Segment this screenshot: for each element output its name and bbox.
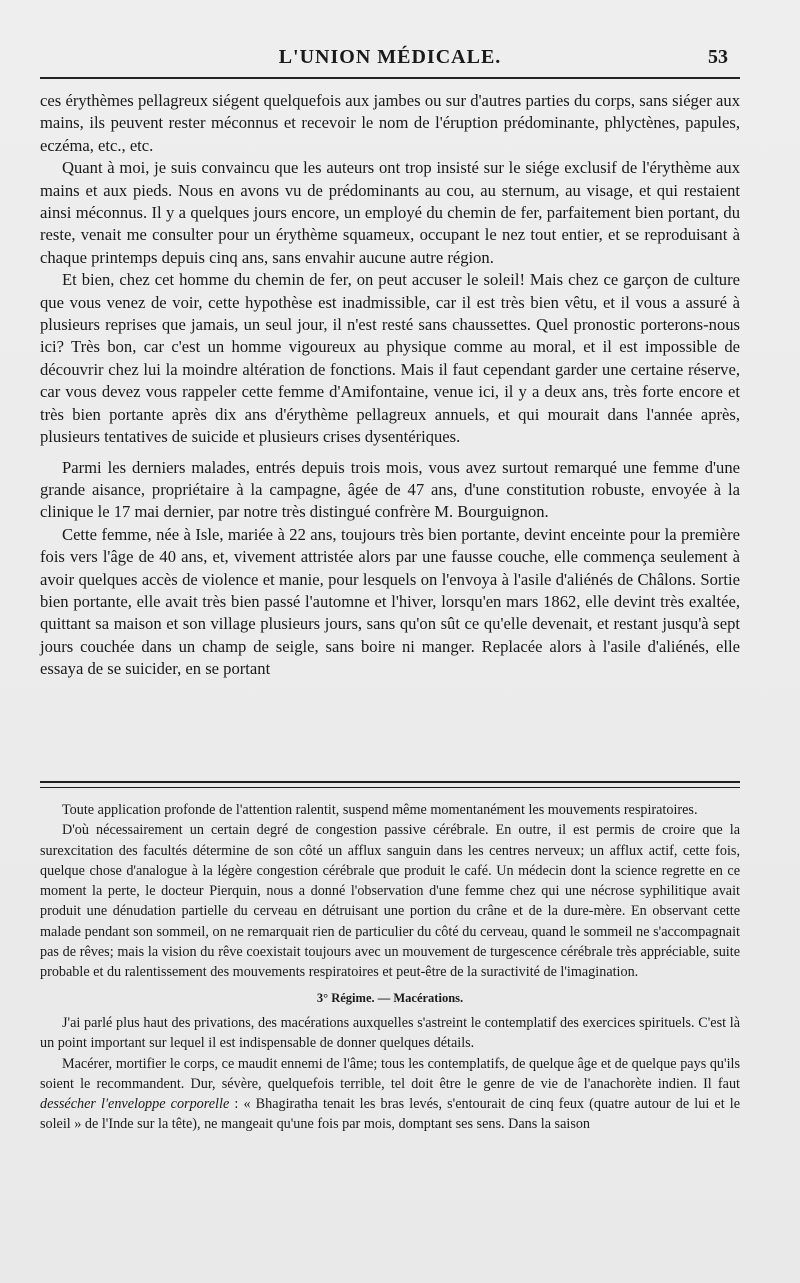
main-text [40, 90, 740, 681]
note-paragraph [40, 1054, 740, 1135]
paragraph: ces érythèmes pellagreux siégent quelquefois aux jambes ou sur d'autres parties du corps, sans siéger aux mains, ils peuvent rester méconnus et recevoir le nom de l'éruption prédominante, phlyctènes, papules, eczéma, etc., etc. [40, 91, 740, 155]
italic-phrase: dessécher l'enveloppe corporelle [40, 1096, 230, 1113]
section-subheading: 3° Régime. — Macérations. [316, 990, 464, 1005]
note-paragraph: J'ai parlé plus haut des privations, des macérations auxquelles s'astreint le contemplatif des exercices spirituels. C'est là un point important sur lequel il est indispensable de donner quelques détails. [40, 1014, 740, 1052]
feuilleton-text [40, 800, 740, 1135]
journal-title: L'UNION MÉDICALE. [278, 46, 502, 68]
header-rule [40, 77, 740, 79]
note-paragraph: Toute application profonde de l'attention ralentit, suspend même momentanément les mouvements respiratoires. [62, 802, 698, 818]
text-run: Macérer, mortifier le corps, ce maudit ennemi de l'âme; tous les contemplatifs, de quelque âge et de quelque pays qu'ils soient le recommandent. Dur, sévère, quelquefois terrible, tel doit être le genre de vie de l'anachorète indien. Il faut [40, 1055, 740, 1092]
feuilleton-rule [40, 781, 740, 783]
paragraph: Et bien, chez cet homme du chemin de fer, on peut accuser le soleil! Mais chez ce garçon de culture que vous venez de voir, cette hypothèse est inadmissible, car il est très bien vêtu, et il vous a assuré à plusieurs reprises que jamais, un seul jour, il n'est resté sans chaussettes. Quel pronostic porterons-nous ici? Très bon, car c'est un homme vigoureux au physique comme au moral, et il est impossible de découvrir chez lui la moindre altération de fonctions. Mais il faut cependant garder une certaine réserve, car vous devez vous rappeler cette femme d'Amifontaine, venue ici, il y a deux ans, très forte encore et très bien portante après dix ans d'érythème pellagreux annuels, et qui mourait dans l'année après, plusieurs tentatives de suicide et plusieurs crises dysentériques. [40, 270, 740, 447]
text-run: : « Bhagiratha tenait les bras levés, s'entourait de cinq feux (quatre autour de lui et le soleil » de l'Inde sur la tête), ne mangeait qu'une fois par mois, domptant ses sens. Dans la saison [40, 1096, 741, 1133]
paragraph: Quant à moi, je suis convaincu que les auteurs ont trop insisté sur le siége exclusif de l'érythème aux mains et aux pieds. Nous en avons vu de prédominants au cou, au sternum, au visage, et qui restaient ainsi méconnus. Il y a quelques jours encore, un employé du chemin de fer, parfaitement bien portant, du reste, venait me consulter pour un érythème squameux, occupant le nez tout entier, et se reproduisant à chaque printemps depuis cinq ans, sans envahir aucune autre région. [40, 158, 740, 267]
page-number: 53 [708, 46, 728, 68]
paragraph: Cette femme, née à Isle, mariée à 22 ans, toujours très bien portante, devint enceinte pour la première fois vers l'âge de 40 ans, et, vivement attristée alors par une fausse couche, elle commença seulement à avoir quelques accès de violence et manie, pour lesquels on l'envoya à l'asile d'aliénés de Châlons. Sortie bien portante, elle avait très bien passé l'automne et l'hiver, lorsqu'en mars 1862, elle devint très exaltée, quittant sa maison et son village plusieurs jours, sans qu'on sût ce qu'elle devenait, et restant jusqu'à sept jours couchée dans un champ de seigle, sans boire ni manger. Replacée alors à l'asile d'aliénés, elle essaya de se suicider, en se portant [40, 524, 740, 679]
note-paragraph: D'où nécessairement un certain degré de congestion passive cérébrale. En outre, il est permis de croire que la surexcitation des facultés détermine de son côté un afflux sanguin dans les centres nerveux; un afflux actif, cette fois, quelque chose d'analogue à la légère congestion cérébrale que produit le café. Un médecin dont la science regrette en ce moment la perte, le docteur Pierquin, nous a donné l'observation d'une femme chez qui une nécrose syphilitique avait produit une dénudation partielle du cerveau en détruisant une portion du crâne et de la dure-mère. En observant cette malade pendant son sommeil, on ne remarquait rien de particulier du côté du cerveau, quand le sommeil ne s'accompagnait pas de rêves; mais la vision du rêve coexistait toujours avec un mouvement de turgescence cérébrale très appréciable, suite probable et du ralentissement des mouvements respiratoires et peut-être de la suractivité de l'imagination. [40, 822, 740, 981]
running-header [40, 40, 740, 74]
paragraph: Parmi les derniers malades, entrés depuis trois mois, vous avez surtout remarqué une femme d'une grande aisance, propriétaire à la campagne, âgée de 47 ans, d'une constitution robuste, envoyée à la clinique le 17 mai dernier, par notre très distingué confrère M. Bourguignon. [40, 457, 740, 522]
feuilleton-rule-thin [40, 787, 740, 788]
